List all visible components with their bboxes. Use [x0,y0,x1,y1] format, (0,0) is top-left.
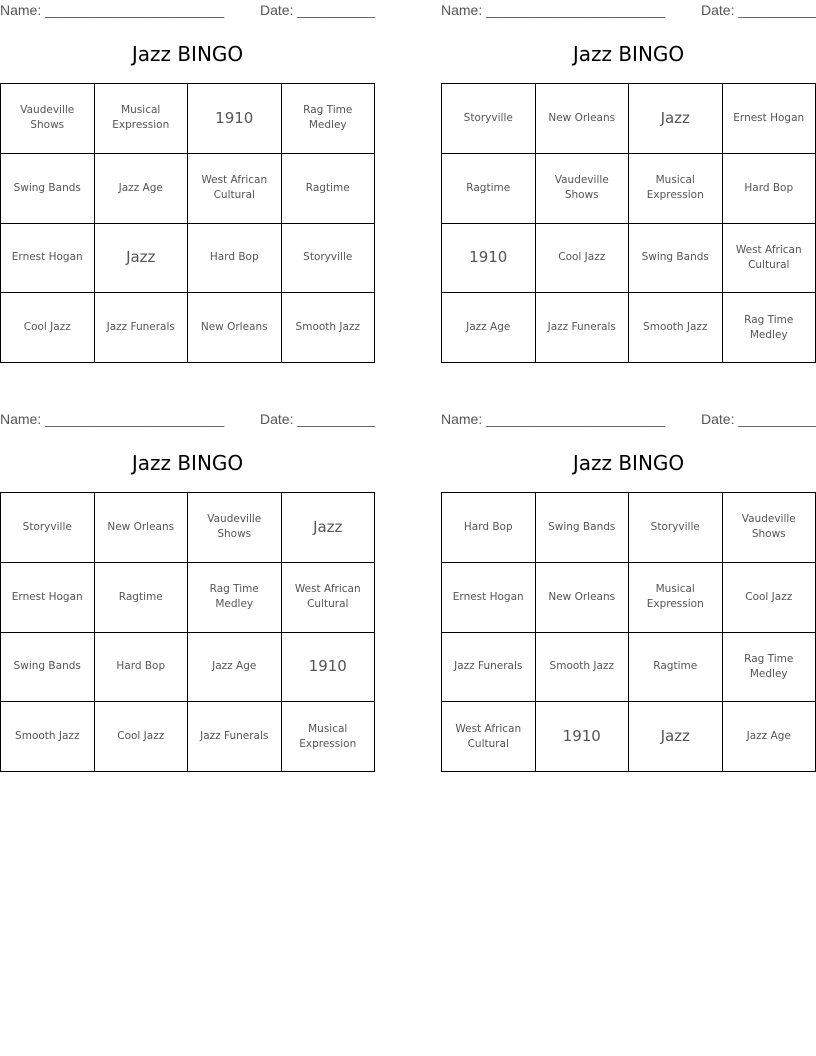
bingo-cell: New Orleans [188,293,282,363]
card-title: Jazz BINGO [572,42,685,66]
bingo-cell: Swing Bands [536,493,630,563]
bingo-cell: New Orleans [536,563,630,633]
bingo-cell: Musical Expression [282,702,376,772]
bingo-grid [0,83,375,363]
bingo-cell: West African Cultural [442,702,536,772]
bingo-cell: Musical Expression [629,154,723,224]
bingo-cell: Cool Jazz [723,563,816,633]
date-field: Date: __________ [260,2,376,18]
card-title: Jazz BINGO [131,451,244,475]
card-title: Jazz BINGO [131,42,244,66]
bingo-cell: Storyville [282,224,376,294]
bingo-cell: Hard Bop [723,154,816,224]
date-field: Date: __________ [260,411,376,427]
bingo-cell: Storyville [1,493,95,563]
bingo-cell: Jazz Age [723,702,816,772]
bingo-cell: Storyville [442,84,536,154]
bingo-cell: Jazz [282,493,376,563]
bingo-cell: Ragtime [629,633,723,703]
bingo-cell: New Orleans [95,493,189,563]
bingo-cell: Jazz Age [95,154,189,224]
bingo-cell: 1910 [536,702,630,772]
bingo-cell: Ragtime [442,154,536,224]
bingo-card-4 [441,409,816,750]
bingo-cell: Cool Jazz [536,224,630,294]
bingo-cell: Rag Time Medley [723,633,816,703]
bingo-cell: Smooth Jazz [282,293,376,363]
bingo-cell: Storyville [629,493,723,563]
bingo-cell: West African Cultural [282,563,376,633]
bingo-cell: 1910 [282,633,376,703]
bingo-cell: Rag Time Medley [723,293,816,363]
bingo-cell: Jazz Age [442,293,536,363]
bingo-cell: West African Cultural [188,154,282,224]
bingo-cell: Ernest Hogan [1,563,95,633]
bingo-cell: Vaudeville Shows [1,84,95,154]
bingo-cell: Rag Time Medley [188,563,282,633]
bingo-cell: Ernest Hogan [723,84,816,154]
bingo-cell: Swing Bands [629,224,723,294]
bingo-cell: West African Cultural [723,224,816,294]
bingo-cell: Cool Jazz [95,702,189,772]
name-field: Name: _______________________ [441,2,666,18]
bingo-cell: Jazz Funerals [188,702,282,772]
bingo-card-3 [0,409,376,750]
date-field: Date: __________ [701,411,816,427]
bingo-cell: Smooth Jazz [1,702,95,772]
bingo-grid [0,492,375,772]
bingo-cell: Smooth Jazz [536,633,630,703]
bingo-cell: Ernest Hogan [1,224,95,294]
bingo-cell: Smooth Jazz [629,293,723,363]
bingo-cell: Ragtime [95,563,189,633]
bingo-card-2 [441,0,816,341]
name-field: Name: _______________________ [441,411,666,427]
bingo-cell: Jazz [629,84,723,154]
bingo-grid [441,492,816,772]
bingo-cell: 1910 [188,84,282,154]
bingo-cell: Musical Expression [95,84,189,154]
bingo-cell: 1910 [442,224,536,294]
bingo-cell: New Orleans [536,84,630,154]
name-field: Name: _______________________ [0,2,225,18]
card-title: Jazz BINGO [572,451,685,475]
bingo-cell: Jazz [95,224,189,294]
bingo-cell: Swing Bands [1,154,95,224]
bingo-cell: Cool Jazz [1,293,95,363]
bingo-cell: Jazz [629,702,723,772]
date-field: Date: __________ [701,2,816,18]
bingo-cell: Hard Bop [442,493,536,563]
bingo-cell: Ernest Hogan [442,563,536,633]
bingo-cell: Vaudeville Shows [723,493,816,563]
bingo-cell: Swing Bands [1,633,95,703]
bingo-cell: Rag Time Medley [282,84,376,154]
bingo-card-1 [0,0,376,334]
bingo-cell: Jazz Funerals [442,633,536,703]
bingo-cell: Vaudeville Shows [536,154,630,224]
bingo-cell: Hard Bop [95,633,189,703]
bingo-grid [441,83,816,363]
bingo-cell: Musical Expression [629,563,723,633]
name-field: Name: _______________________ [0,411,225,427]
bingo-cell: Hard Bop [188,224,282,294]
bingo-cell: Vaudeville Shows [188,493,282,563]
bingo-cell: Jazz Funerals [536,293,630,363]
bingo-cell: Ragtime [282,154,376,224]
bingo-cell: Jazz Funerals [95,293,189,363]
bingo-cell: Jazz Age [188,633,282,703]
